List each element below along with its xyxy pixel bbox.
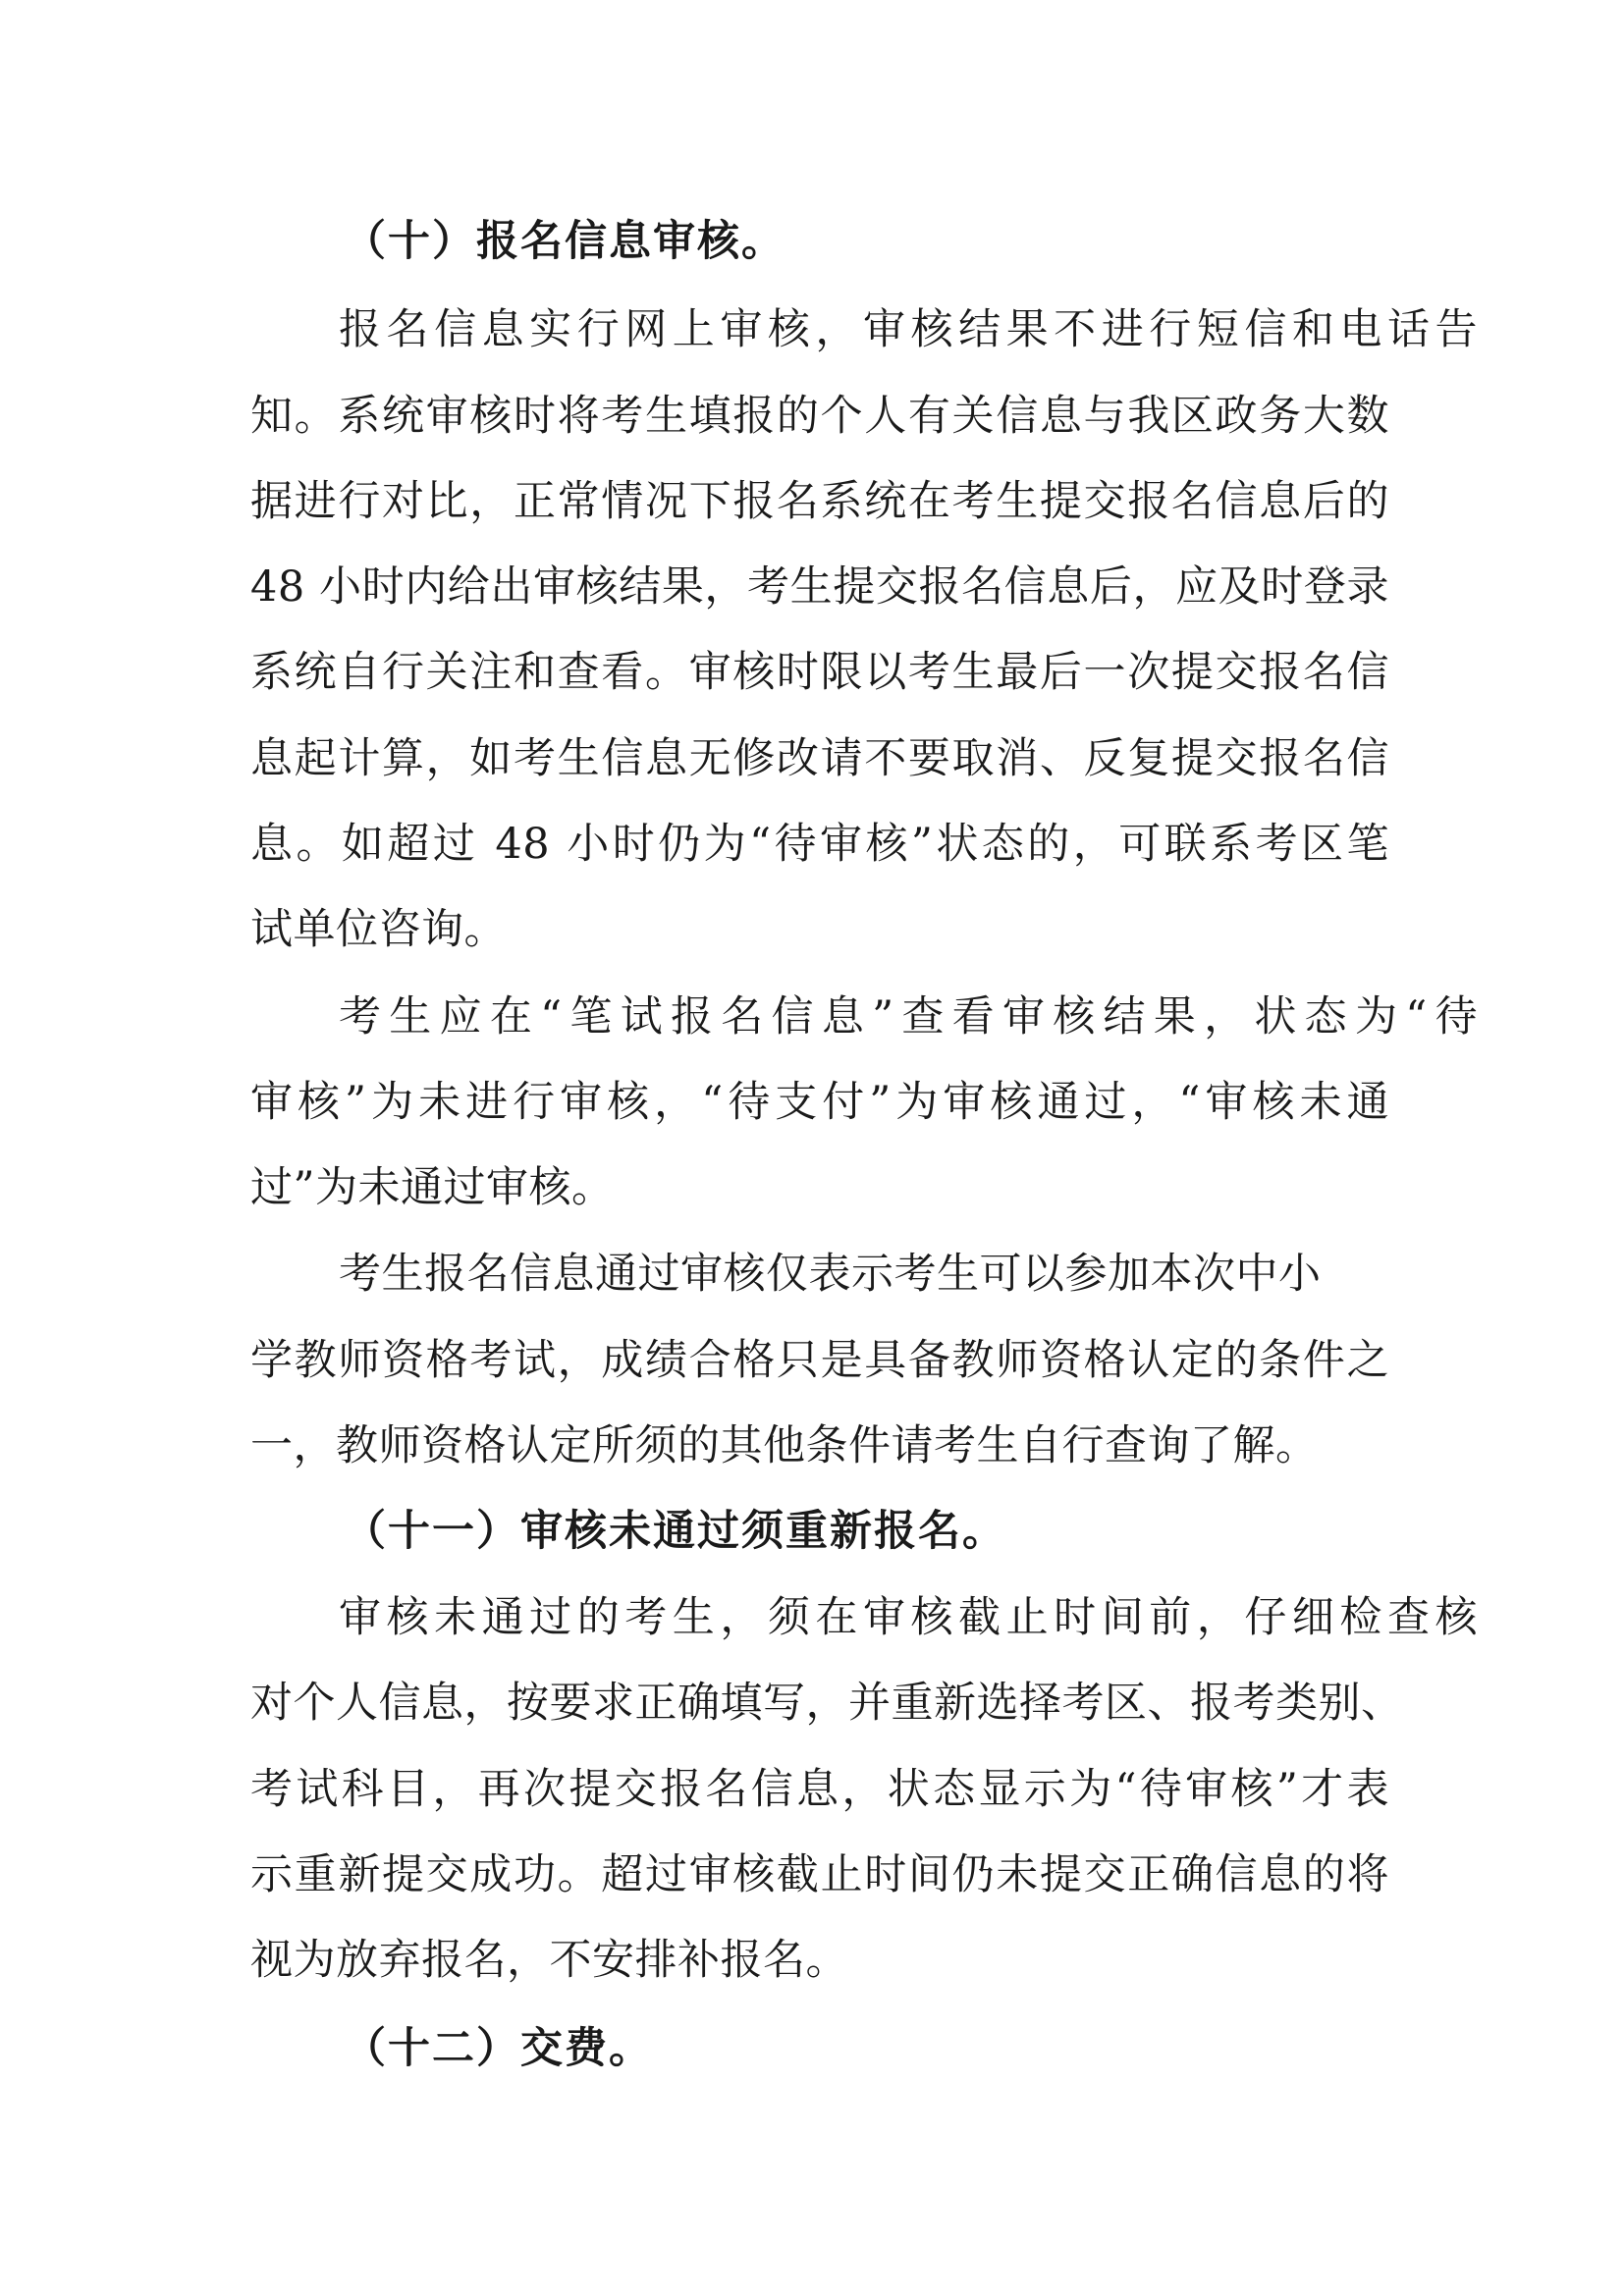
section-10-para1-line7: 息。如超过 48 小时仍为“待审核”状态的，可联系考区笔 — [250, 820, 1389, 869]
section-10-para1-line6: 息起计算，如考生信息无修改请不要取消、反复提交报名信 — [250, 734, 1389, 783]
section-10-para2-line3: 过”为未通过审核。 — [250, 1163, 615, 1212]
section-10-para3-line3: 一，教师资格认定所须的其他条件请考生自行查询了解。 — [250, 1421, 1319, 1470]
section-10-para1-line4: 48 小时内给出审核结果，考生提交报名信息后，应及时登录 — [250, 562, 1389, 612]
section-11-heading: （十一）审核未通过须重新报名。 — [344, 1507, 1006, 1556]
section-11-para1-line5: 视为放弃报名，不安排补报名。 — [250, 1936, 848, 1985]
section-10-para1-line2: 知。系统审核时将考生填报的个人有关信息与我区政务大数 — [250, 392, 1389, 441]
section-11-para1-line3: 考试科目，再次提交报名信息，状态显示为“待审核”才表 — [250, 1765, 1389, 1814]
section-11-para1-line4: 示重新提交成功。超过审核截止时间仍未提交正确信息的将 — [250, 1850, 1389, 1899]
section-10-para3-line1: 考生报名信息通过审核仅表示考生可以参加本次中小 — [339, 1250, 1322, 1299]
section-10-para1-line5: 系统自行关注和查看。审核时限以考生最后一次提交报名信 — [250, 648, 1389, 697]
section-10-para2-line2: 审核”为未进行审核，“待支付”为审核通过，“审核未通 — [250, 1078, 1389, 1127]
section-10-para3-line2: 学教师资格考试，成绩合格只是具备教师资格认定的条件之 — [250, 1336, 1389, 1385]
section-11-para1-line1: 审核未通过的考生，须在审核截止时间前，仔细检查核 — [339, 1593, 1478, 1642]
section-12-heading: （十二）交费。 — [344, 2024, 653, 2073]
section-11-para1-line2: 对个人信息，按要求正确填写，并重新选择考区、报考类别、 — [250, 1679, 1404, 1728]
section-10-para1-line1: 报名信息实行网上审核，审核结果不进行短信和电话告 — [339, 305, 1478, 354]
section-10-heading: （十）报名信息审核。 — [344, 217, 785, 266]
section-10-para2-line1: 考生应在“笔试报名信息”查看审核结果，状态为“待 — [339, 992, 1478, 1041]
section-10-para1-line3: 据进行对比，正常情况下报名系统在考生提交报名信息后的 — [250, 477, 1389, 526]
section-10-para1-line8: 试单位咨询。 — [250, 905, 507, 954]
